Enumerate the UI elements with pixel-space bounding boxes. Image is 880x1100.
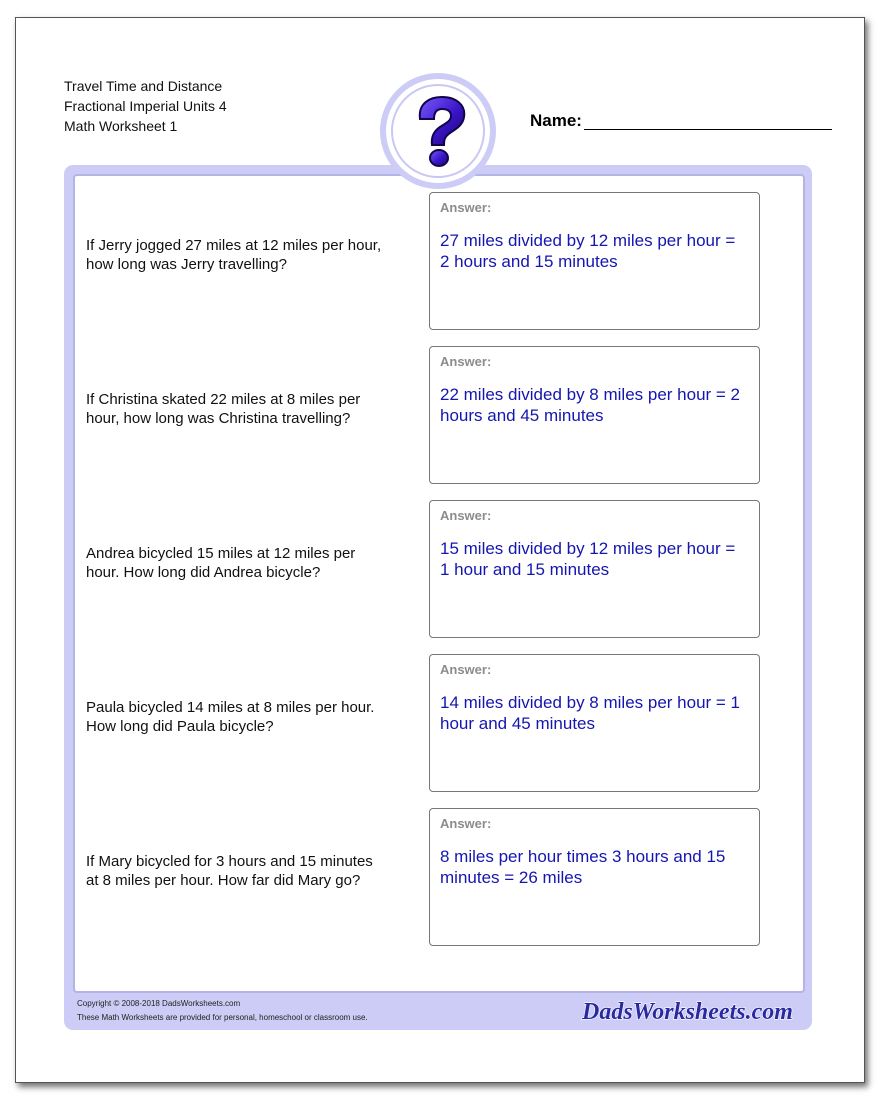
answer-box-5: [429, 808, 760, 946]
worksheet-subtitle: Fractional Imperial Units 4: [64, 98, 227, 114]
answer-text: 22 miles divided by 8 miles per hour = 2 hours and 45 minutes: [440, 385, 741, 425]
question-2: If Christina skated 22 miles at 8 miles per hour, how long was Christina travelling?: [86, 391, 361, 427]
dadsworksheets-logo: [578, 990, 798, 1030]
answer-text: 8 miles per hour times 3 hours and 15 minutes = 26 miles: [440, 847, 726, 887]
answer-box-4: [429, 654, 760, 792]
answer-text: 14 miles divided by 8 miles per hour = 1 hour and 45 minutes: [440, 693, 741, 733]
answer-box-2: [429, 346, 760, 484]
answer-label: Answer:: [440, 816, 492, 831]
question-3: Andrea bicycled 15 miles at 12 miles per hour. How long did Andrea bicycle?: [86, 545, 356, 581]
answer-label: Answer:: [440, 200, 492, 215]
answer-text: 15 miles divided by 12 miles per hour = 1 hour and 15 minutes: [440, 539, 736, 579]
usage-notice: These Math Worksheets are provided for personal, homeschool or classroom use.: [77, 1013, 368, 1022]
worksheet-title: Travel Time and Distance: [64, 78, 223, 94]
question-1: If Jerry jogged 27 miles at 12 miles per hour, how long was Jerry travelling?: [86, 237, 382, 273]
question-4: Paula bicycled 14 miles at 8 miles per hour. How long did Paula bicycle?: [86, 699, 375, 735]
answer-box-3: [429, 500, 760, 638]
question-logo: [380, 73, 496, 189]
name-field-line: [584, 129, 832, 130]
question-5: If Mary bicycled for 3 hours and 15 minutes at 8 miles per hour. How far did Mary go?: [86, 853, 373, 889]
answer-text: 27 miles divided by 12 miles per hour = 2 hours and 15 minutes: [440, 231, 736, 271]
name-label: Name:: [530, 111, 582, 130]
answer-label: Answer:: [440, 354, 492, 369]
worksheet-number: Math Worksheet 1: [64, 118, 178, 134]
answer-box-1: [429, 192, 760, 330]
question-mark-icon: [394, 85, 482, 177]
worksheet-page: [15, 17, 865, 1083]
answer-label: Answer:: [440, 508, 492, 523]
answer-label: Answer:: [440, 662, 492, 677]
copyright-text: Copyright © 2008-2018 DadsWorksheets.com: [77, 999, 241, 1008]
svg-text:DadsWorksheets.com: DadsWorksheets.com: [582, 999, 793, 1025]
